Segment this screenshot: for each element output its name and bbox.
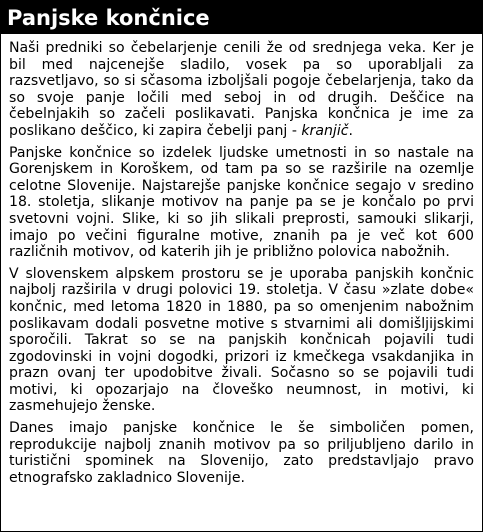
article-body	[9, 40, 474, 491]
article-title: Panjske končnice	[7, 6, 210, 30]
paragraph-4: Danes imajo panjske končnice le še simboličen pomen, reprodukcije najbolj znanih motivov pa so priljubljeno darilo in turistični spominek na Slovenijo, zato predstavljajo pravo etnografsko zakladnico Slovenije.	[9, 420, 474, 486]
paragraph-1-emphasis: kranjič	[301, 122, 349, 139]
paragraph-1-text: Naši predniki so čebelarjenje cenili že od srednjega veka. Ker je bil med najcenejše sladilo, vosek pa so uporabljali za razsvetljavo, so si sčasoma izboljšali pogoje čebelarjenja, tako da so svoje panje ločili med seboj in od drugih. Deščice na čebelnjakih so začeli poslikavati. Panjska končnica je ime za poslikano deščico, ki zapira čebelji panj -	[9, 40, 474, 139]
paragraph-1	[9, 40, 474, 140]
title-bar	[1, 1, 482, 34]
paragraph-1-suffix: .	[348, 122, 353, 139]
paragraph-2: Panjske končnice so izdelek ljudske umetnosti in so nastale na Gorenjskem in Koroškem, od tam pa so se razširile na ozemlje celotne Slovenije. Najstarejše panjske končnice segajo v sredino 18. stoletja, slikanje motivov na panje pa se je končalo po prvi svetovni vojni. Slike, ki so jih slikali preprosti, samouki slikarji, imajo po večini figuralne motive, znanih pa je več kot 600 različnih motivov, od katerih jih je približno polovica nabožnih.	[9, 144, 474, 261]
paragraph-3: V slovenskem alpskem prostoru se je uporaba panjskih končnic najbolj razširila v drugi polovici 19. stoletja. V času »zlate dobe« končnic, med letoma 1820 in 1880, pa so omenjenim nabožnim poslikavam dodali posvetne motive s stvarnimi ali domišljijskimi sporočili. Takrat so se na panjskih končnicah pojavili tudi zgodovinski in vojni dogodki, prizori iz kmečkega vsakdanjika in prazn ovanj ter upodobitve živali. Sočasno so se pojavili tudi motivi, ki opozarjajo na človeško neumnost, in motivi, ki zasmehujejo ženske.	[9, 265, 474, 415]
